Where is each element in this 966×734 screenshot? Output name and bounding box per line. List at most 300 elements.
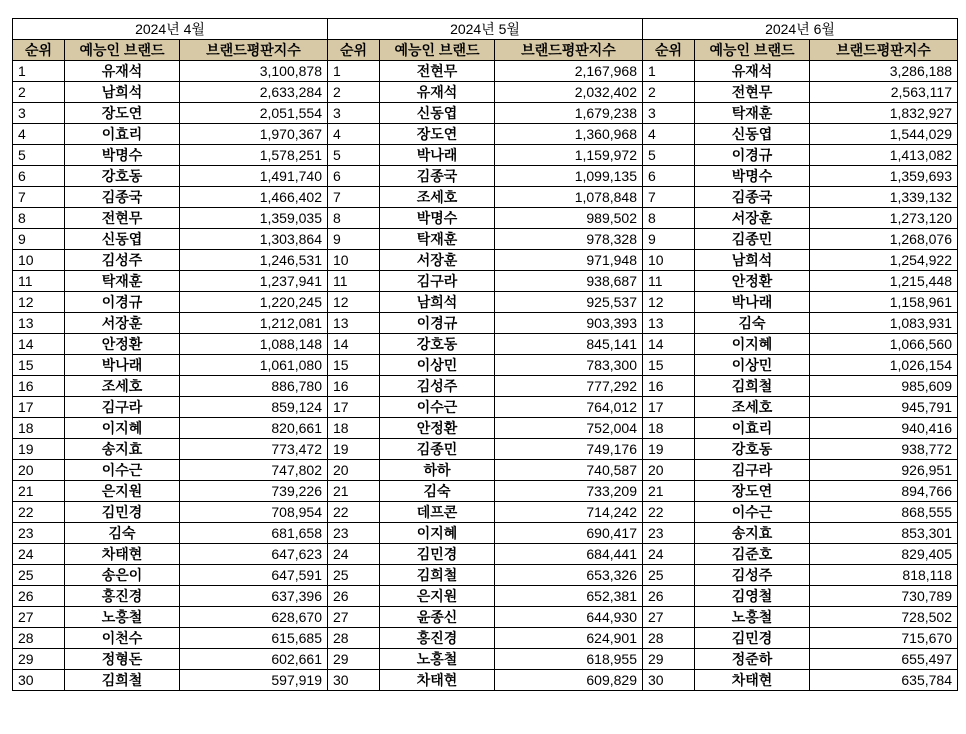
brand-name-cell: 장도연	[695, 481, 810, 502]
brand-index-cell: 1,061,080	[180, 355, 328, 376]
table-row	[13, 82, 958, 103]
brand-name-cell: 전현무	[695, 82, 810, 103]
brand-name-cell: 이경규	[65, 292, 180, 313]
brand-index-cell: 1,360,968	[495, 124, 643, 145]
rank-cell: 1	[328, 61, 380, 82]
rank-cell: 13	[643, 313, 695, 334]
table-row	[13, 334, 958, 355]
brand-name-cell: 김숙	[65, 523, 180, 544]
brand-name-cell: 김민경	[380, 544, 495, 565]
brand-index-cell: 733,209	[495, 481, 643, 502]
table-row	[13, 523, 958, 544]
brand-name-cell: 전현무	[65, 208, 180, 229]
brand-name-cell: 정준하	[695, 649, 810, 670]
rank-cell: 21	[643, 481, 695, 502]
brand-index-cell: 829,405	[810, 544, 958, 565]
table-row	[13, 229, 958, 250]
rank-cell: 23	[328, 523, 380, 544]
brand-index-cell: 653,326	[495, 565, 643, 586]
brand-index-cell: 1,212,081	[180, 313, 328, 334]
brand-name-cell: 서장훈	[380, 250, 495, 271]
table-row	[13, 166, 958, 187]
rank-cell: 4	[328, 124, 380, 145]
brand-name-cell: 유재석	[65, 61, 180, 82]
brand-name-cell: 김종국	[65, 187, 180, 208]
table-row	[13, 61, 958, 82]
brand-index-cell: 1,254,922	[810, 250, 958, 271]
brand-index-cell: 845,141	[495, 334, 643, 355]
brand-index-cell: 925,537	[495, 292, 643, 313]
brand-name-cell: 김성주	[380, 376, 495, 397]
brand-name-cell: 탁재훈	[65, 271, 180, 292]
brand-name-cell: 이지혜	[695, 334, 810, 355]
rank-cell: 14	[13, 334, 65, 355]
rank-cell: 22	[643, 502, 695, 523]
brand-name-cell: 김구라	[695, 460, 810, 481]
column-header-rank: 순위	[13, 40, 65, 61]
brand-name-cell: 남희석	[65, 82, 180, 103]
brand-name-cell: 홍진경	[380, 628, 495, 649]
rank-cell: 5	[328, 145, 380, 166]
brand-index-cell: 859,124	[180, 397, 328, 418]
brand-index-cell: 2,563,117	[810, 82, 958, 103]
brand-index-cell: 971,948	[495, 250, 643, 271]
brand-index-cell: 853,301	[810, 523, 958, 544]
table-row	[13, 145, 958, 166]
brand-index-cell: 2,032,402	[495, 82, 643, 103]
rank-cell: 5	[643, 145, 695, 166]
rank-cell: 22	[13, 502, 65, 523]
rank-cell: 17	[643, 397, 695, 418]
brand-name-cell: 이수근	[380, 397, 495, 418]
period-header-june: 2024년 6월	[643, 19, 958, 40]
brand-index-cell: 926,951	[810, 460, 958, 481]
brand-index-cell: 1,466,402	[180, 187, 328, 208]
period-header-april: 2024년 4월	[13, 19, 328, 40]
rank-cell: 24	[328, 544, 380, 565]
brand-index-cell: 3,286,188	[810, 61, 958, 82]
brand-name-cell: 남희석	[695, 250, 810, 271]
brand-index-cell: 886,780	[180, 376, 328, 397]
brand-name-cell: 탁재훈	[695, 103, 810, 124]
brand-name-cell: 김준호	[695, 544, 810, 565]
brand-name-cell: 하하	[380, 460, 495, 481]
brand-name-cell: 박나래	[380, 145, 495, 166]
table-row	[13, 397, 958, 418]
brand-index-cell: 1,832,927	[810, 103, 958, 124]
brand-index-cell: 1,970,367	[180, 124, 328, 145]
brand-index-cell: 1,066,560	[810, 334, 958, 355]
rank-cell: 11	[13, 271, 65, 292]
rank-cell: 20	[643, 460, 695, 481]
brand-index-cell: 597,919	[180, 670, 328, 691]
rank-cell: 24	[13, 544, 65, 565]
brand-name-cell: 차태현	[695, 670, 810, 691]
rank-cell: 25	[13, 565, 65, 586]
rank-cell: 6	[328, 166, 380, 187]
brand-index-cell: 728,502	[810, 607, 958, 628]
brand-index-cell: 3,100,878	[180, 61, 328, 82]
table-row	[13, 544, 958, 565]
brand-name-cell: 장도연	[65, 103, 180, 124]
rank-cell: 24	[643, 544, 695, 565]
brand-index-cell: 1,303,864	[180, 229, 328, 250]
rank-cell: 3	[643, 103, 695, 124]
rank-cell: 23	[643, 523, 695, 544]
brand-index-cell: 1,268,076	[810, 229, 958, 250]
rank-cell: 10	[643, 250, 695, 271]
rank-cell: 16	[13, 376, 65, 397]
brand-name-cell: 탁재훈	[380, 229, 495, 250]
brand-index-cell: 1,679,238	[495, 103, 643, 124]
rank-cell: 27	[13, 607, 65, 628]
brand-index-cell: 989,502	[495, 208, 643, 229]
brand-name-cell: 박나래	[695, 292, 810, 313]
rank-cell: 8	[13, 208, 65, 229]
table-row	[13, 187, 958, 208]
brand-index-cell: 938,772	[810, 439, 958, 460]
rank-cell: 15	[328, 355, 380, 376]
brand-index-cell: 978,328	[495, 229, 643, 250]
brand-index-cell: 644,930	[495, 607, 643, 628]
rank-cell: 13	[13, 313, 65, 334]
rank-cell: 11	[328, 271, 380, 292]
brand-index-cell: 637,396	[180, 586, 328, 607]
brand-name-cell: 이상민	[380, 355, 495, 376]
brand-index-cell: 1,026,154	[810, 355, 958, 376]
brand-index-cell: 628,670	[180, 607, 328, 628]
brand-name-cell: 안정환	[380, 418, 495, 439]
brand-index-cell: 624,901	[495, 628, 643, 649]
brand-name-cell: 은지원	[65, 481, 180, 502]
brand-index-cell: 1,099,135	[495, 166, 643, 187]
brand-index-cell: 773,472	[180, 439, 328, 460]
brand-index-cell: 1,339,132	[810, 187, 958, 208]
brand-name-cell: 박명수	[65, 145, 180, 166]
brand-name-cell: 이천수	[65, 628, 180, 649]
table-row	[13, 481, 958, 502]
brand-index-cell: 894,766	[810, 481, 958, 502]
rank-cell: 25	[643, 565, 695, 586]
brand-name-cell: 남희석	[380, 292, 495, 313]
rank-cell: 3	[328, 103, 380, 124]
rank-cell: 29	[13, 649, 65, 670]
brand-index-cell: 1,273,120	[810, 208, 958, 229]
brand-name-cell: 김희철	[65, 670, 180, 691]
brand-name-cell: 김종민	[695, 229, 810, 250]
brand-index-cell: 740,587	[495, 460, 643, 481]
brand-name-cell: 은지원	[380, 586, 495, 607]
brand-index-cell: 1,491,740	[180, 166, 328, 187]
rank-cell: 10	[328, 250, 380, 271]
table-row	[13, 418, 958, 439]
brand-index-cell: 681,658	[180, 523, 328, 544]
period-header-may: 2024년 5월	[328, 19, 643, 40]
column-header-brand: 예능인 브랜드	[380, 40, 495, 61]
table-row	[13, 628, 958, 649]
brand-name-cell: 김종국	[695, 187, 810, 208]
brand-index-cell: 1,083,931	[810, 313, 958, 334]
table-row	[13, 502, 958, 523]
brand-index-cell: 1,578,251	[180, 145, 328, 166]
rank-cell: 2	[643, 82, 695, 103]
brand-name-cell: 장도연	[380, 124, 495, 145]
brand-name-cell: 이상민	[695, 355, 810, 376]
brand-index-cell: 985,609	[810, 376, 958, 397]
rank-cell: 14	[643, 334, 695, 355]
rank-cell: 26	[13, 586, 65, 607]
rank-cell: 3	[13, 103, 65, 124]
rank-cell: 21	[13, 481, 65, 502]
rank-cell: 9	[13, 229, 65, 250]
brand-name-cell: 신동엽	[380, 103, 495, 124]
brand-name-cell: 이지혜	[65, 418, 180, 439]
brand-index-cell: 1,237,941	[180, 271, 328, 292]
rank-cell: 28	[13, 628, 65, 649]
brand-name-cell: 윤종신	[380, 607, 495, 628]
rank-cell: 11	[643, 271, 695, 292]
table-row	[13, 103, 958, 124]
rank-cell: 8	[328, 208, 380, 229]
rank-cell: 22	[328, 502, 380, 523]
brand-index-cell: 1,544,029	[810, 124, 958, 145]
brand-index-cell: 1,158,961	[810, 292, 958, 313]
brand-name-cell: 조세호	[695, 397, 810, 418]
table-row	[13, 313, 958, 334]
brand-name-cell: 김희철	[695, 376, 810, 397]
brand-index-cell: 1,359,693	[810, 166, 958, 187]
brand-index-cell: 655,497	[810, 649, 958, 670]
brand-index-cell: 1,220,245	[180, 292, 328, 313]
brand-name-cell: 유재석	[380, 82, 495, 103]
brand-name-cell: 신동엽	[65, 229, 180, 250]
rank-cell: 18	[643, 418, 695, 439]
brand-index-cell: 764,012	[495, 397, 643, 418]
brand-name-cell: 송은이	[65, 565, 180, 586]
table-row	[13, 565, 958, 586]
rank-cell: 27	[643, 607, 695, 628]
brand-name-cell: 노홍철	[695, 607, 810, 628]
rank-cell: 29	[328, 649, 380, 670]
brand-name-cell: 강호동	[65, 166, 180, 187]
brand-index-cell: 945,791	[810, 397, 958, 418]
rank-cell: 18	[328, 418, 380, 439]
rank-cell: 25	[328, 565, 380, 586]
brand-name-cell: 김종민	[380, 439, 495, 460]
brand-index-cell: 1,088,148	[180, 334, 328, 355]
table-row	[13, 292, 958, 313]
brand-name-cell: 차태현	[380, 670, 495, 691]
brand-name-cell: 박명수	[380, 208, 495, 229]
brand-name-cell: 김숙	[695, 313, 810, 334]
rank-cell: 16	[328, 376, 380, 397]
rank-cell: 19	[328, 439, 380, 460]
rank-cell: 13	[328, 313, 380, 334]
table-body	[13, 61, 958, 691]
brand-name-cell: 김숙	[380, 481, 495, 502]
brand-index-cell: 684,441	[495, 544, 643, 565]
brand-index-cell: 739,226	[180, 481, 328, 502]
table-row	[13, 607, 958, 628]
rank-cell: 23	[13, 523, 65, 544]
brand-index-cell: 602,661	[180, 649, 328, 670]
column-header-rank: 순위	[643, 40, 695, 61]
rank-cell: 1	[643, 61, 695, 82]
rank-cell: 6	[643, 166, 695, 187]
table-row	[13, 439, 958, 460]
rank-cell: 9	[328, 229, 380, 250]
brand-name-cell: 이지혜	[380, 523, 495, 544]
brand-name-cell: 박명수	[695, 166, 810, 187]
brand-index-cell: 1,359,035	[180, 208, 328, 229]
rank-cell: 17	[328, 397, 380, 418]
brand-index-cell: 647,623	[180, 544, 328, 565]
brand-index-cell: 747,802	[180, 460, 328, 481]
brand-name-cell: 박나래	[65, 355, 180, 376]
brand-index-cell: 1,215,448	[810, 271, 958, 292]
brand-index-cell: 1,246,531	[180, 250, 328, 271]
rank-cell: 4	[643, 124, 695, 145]
brand-name-cell: 신동엽	[695, 124, 810, 145]
brand-name-cell: 강호동	[380, 334, 495, 355]
rank-cell: 15	[13, 355, 65, 376]
brand-index-cell: 783,300	[495, 355, 643, 376]
table-row	[13, 460, 958, 481]
rank-cell: 21	[328, 481, 380, 502]
table-row	[13, 124, 958, 145]
brand-index-cell: 690,417	[495, 523, 643, 544]
rank-cell: 6	[13, 166, 65, 187]
brand-name-cell: 안정환	[65, 334, 180, 355]
brand-name-cell: 김성주	[695, 565, 810, 586]
brand-reputation-table	[12, 18, 958, 691]
rank-cell: 1	[13, 61, 65, 82]
brand-name-cell: 노홍철	[380, 649, 495, 670]
brand-name-cell: 전현무	[380, 61, 495, 82]
brand-name-cell: 서장훈	[65, 313, 180, 334]
brand-name-cell: 김민경	[65, 502, 180, 523]
brand-index-cell: 715,670	[810, 628, 958, 649]
brand-name-cell: 차태현	[65, 544, 180, 565]
brand-name-cell: 송지효	[695, 523, 810, 544]
brand-index-cell: 1,159,972	[495, 145, 643, 166]
column-header-index: 브랜드평판지수	[810, 40, 958, 61]
rank-cell: 2	[328, 82, 380, 103]
brand-index-cell: 752,004	[495, 418, 643, 439]
brand-index-cell: 652,381	[495, 586, 643, 607]
rank-cell: 30	[643, 670, 695, 691]
brand-name-cell: 이효리	[65, 124, 180, 145]
brand-name-cell: 김희철	[380, 565, 495, 586]
brand-name-cell: 서장훈	[695, 208, 810, 229]
brand-name-cell: 이경규	[380, 313, 495, 334]
rank-cell: 19	[13, 439, 65, 460]
brand-index-cell: 820,661	[180, 418, 328, 439]
rank-cell: 28	[643, 628, 695, 649]
brand-index-cell: 903,393	[495, 313, 643, 334]
brand-name-cell: 이효리	[695, 418, 810, 439]
rank-cell: 10	[13, 250, 65, 271]
rank-cell: 7	[328, 187, 380, 208]
brand-name-cell: 유재석	[695, 61, 810, 82]
brand-name-cell: 김영철	[695, 586, 810, 607]
rank-cell: 5	[13, 145, 65, 166]
column-header-index: 브랜드평판지수	[180, 40, 328, 61]
brand-index-cell: 777,292	[495, 376, 643, 397]
column-header-index: 브랜드평판지수	[495, 40, 643, 61]
rank-cell: 16	[643, 376, 695, 397]
rank-cell: 28	[328, 628, 380, 649]
brand-name-cell: 이경규	[695, 145, 810, 166]
brand-index-cell: 1,078,848	[495, 187, 643, 208]
rank-cell: 20	[328, 460, 380, 481]
brand-name-cell: 안정환	[695, 271, 810, 292]
brand-name-cell: 김민경	[695, 628, 810, 649]
table-row	[13, 208, 958, 229]
rank-cell: 12	[13, 292, 65, 313]
rank-cell: 19	[643, 439, 695, 460]
rank-cell: 7	[643, 187, 695, 208]
rank-cell: 20	[13, 460, 65, 481]
rank-cell: 17	[13, 397, 65, 418]
brand-name-cell: 노홍철	[65, 607, 180, 628]
rank-cell: 7	[13, 187, 65, 208]
rank-cell: 12	[328, 292, 380, 313]
brand-name-cell: 김종국	[380, 166, 495, 187]
brand-index-cell: 2,051,554	[180, 103, 328, 124]
rank-cell: 27	[328, 607, 380, 628]
brand-index-cell: 1,413,082	[810, 145, 958, 166]
brand-index-cell: 940,416	[810, 418, 958, 439]
brand-index-cell: 609,829	[495, 670, 643, 691]
table-row	[13, 670, 958, 691]
brand-index-cell: 868,555	[810, 502, 958, 523]
column-header-brand: 예능인 브랜드	[65, 40, 180, 61]
brand-name-cell: 조세호	[380, 187, 495, 208]
brand-index-cell: 749,176	[495, 439, 643, 460]
brand-index-cell: 938,687	[495, 271, 643, 292]
rank-cell: 9	[643, 229, 695, 250]
brand-name-cell: 이수근	[695, 502, 810, 523]
brand-index-cell: 714,242	[495, 502, 643, 523]
brand-index-cell: 708,954	[180, 502, 328, 523]
table-row	[13, 250, 958, 271]
rank-cell: 18	[13, 418, 65, 439]
brand-name-cell: 이수근	[65, 460, 180, 481]
rank-cell: 26	[328, 586, 380, 607]
rank-cell: 30	[328, 670, 380, 691]
table-row	[13, 586, 958, 607]
table-row	[13, 649, 958, 670]
brand-name-cell: 홍진경	[65, 586, 180, 607]
brand-name-cell: 데프콘	[380, 502, 495, 523]
brand-name-cell: 조세호	[65, 376, 180, 397]
rank-cell: 29	[643, 649, 695, 670]
brand-name-cell: 강호동	[695, 439, 810, 460]
rank-cell: 12	[643, 292, 695, 313]
table-row	[13, 355, 958, 376]
rank-cell: 8	[643, 208, 695, 229]
rank-cell: 15	[643, 355, 695, 376]
brand-index-cell: 647,591	[180, 565, 328, 586]
rank-cell: 4	[13, 124, 65, 145]
brand-name-cell: 김구라	[380, 271, 495, 292]
brand-index-cell: 2,633,284	[180, 82, 328, 103]
column-header-rank: 순위	[328, 40, 380, 61]
brand-index-cell: 2,167,968	[495, 61, 643, 82]
table-row	[13, 271, 958, 292]
brand-index-cell: 618,955	[495, 649, 643, 670]
